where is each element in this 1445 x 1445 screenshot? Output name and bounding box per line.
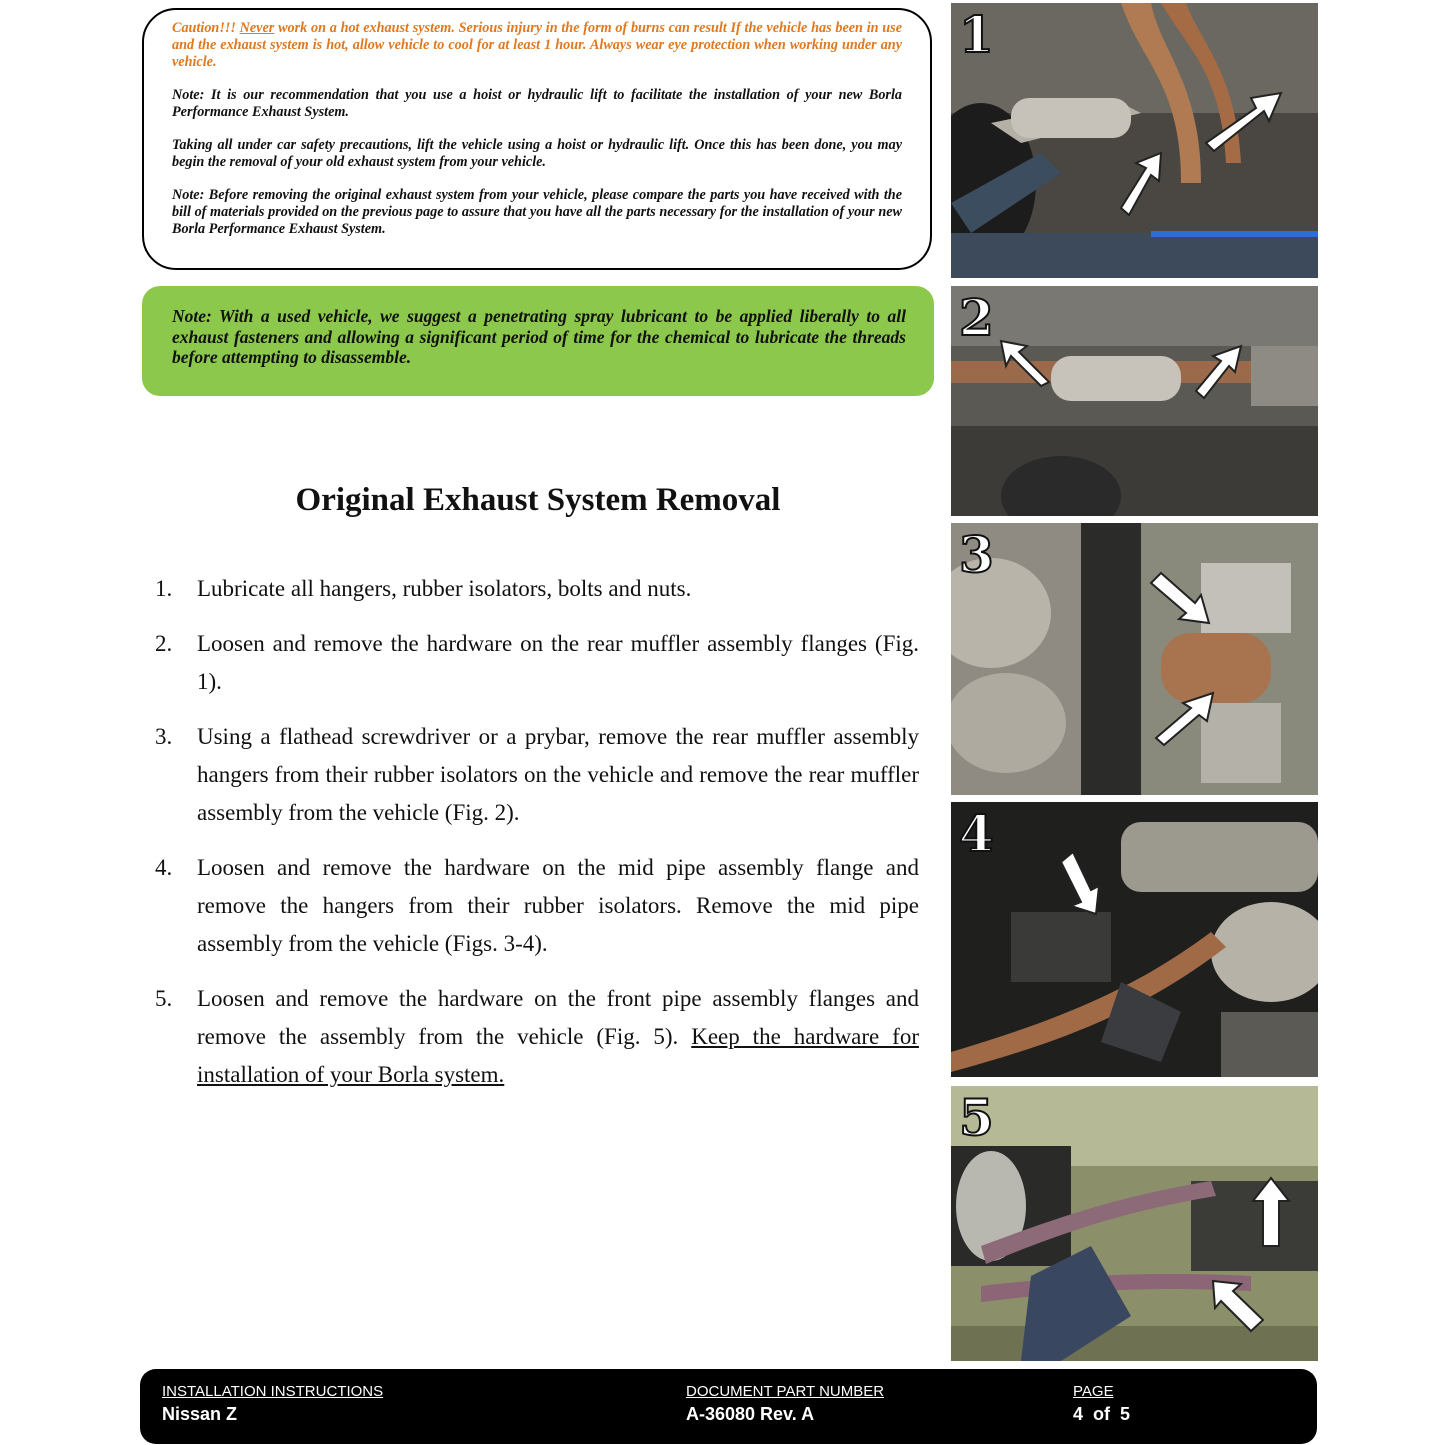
removal-steps (155, 570, 919, 1111)
figure-1-illustration (951, 3, 1318, 278)
figure-number: 1 (959, 5, 994, 64)
note-hoist: Note: It is our recommendation that you use a hoist or hydraulic lift to facilitate the installation of your new Borla Performance Exhaust System. (172, 87, 902, 120)
figure-number: 3 (959, 525, 994, 584)
section-title: Original Exhaust System Removal (295, 482, 781, 518)
doc-part-label: DOCUMENT PART NUMBER (686, 1383, 885, 1400)
step-number: 2. (155, 631, 173, 656)
step-text: Lubricate all hangers, rubber isolators, bolts and nuts. (197, 576, 692, 601)
lubricant-note: Note: With a used vehicle, we suggest a penetrating spray lubricant to be applied liberally to all exhaust fasteners and allowing a significant period of time for the chemical to lubricate the threads before attempting to disassemble. (142, 286, 934, 396)
figure-1-photo (951, 3, 1318, 278)
figure-number: 4 (959, 804, 994, 863)
step-text: Loosen and remove the hardware on the rear muffler assembly flanges (Fig. 1). (197, 631, 919, 694)
step-text: Loosen and remove the hardware on the front pipe assembly flanges and remove the assembly from the vehicle (Fig. 5). (197, 986, 919, 1049)
caution-prefix: Caution!!! (172, 20, 240, 36)
note-bill-of-materials: Note: Before removing the original exhaust system from your vehicle, please compare the parts you have received with the bill of materials provided on the previous page to assure that you have all the parts necessary for the installation of your new Borla Performance Exhaust System. (172, 187, 902, 237)
page-number: 4 of 5 (1073, 1404, 1131, 1424)
figure-number: 2 (959, 288, 994, 347)
caution-never: Never (239, 20, 275, 36)
footer-document (686, 1383, 884, 1427)
document-footer (140, 1369, 1317, 1444)
step-item (155, 980, 919, 1094)
vehicle-model: Nissan Z (162, 1404, 238, 1424)
step-item (155, 570, 919, 608)
step-item (155, 849, 919, 963)
figure-3-photo (951, 523, 1318, 795)
step-item (155, 718, 919, 832)
figure-5-photo (951, 1086, 1318, 1361)
step-item (155, 625, 919, 701)
step-number: 3. (155, 724, 173, 749)
install-label: INSTALLATION INSTRUCTIONS (162, 1383, 384, 1400)
figure-5-illustration (951, 1086, 1318, 1361)
figure-4-illustration (951, 802, 1318, 1077)
figure-2-photo (951, 286, 1318, 516)
doc-part-number: A-36080 Rev. A (686, 1404, 815, 1424)
footer-page (1073, 1383, 1130, 1427)
keep-hardware-note: Keep the hardware for installation of your Borla system. (197, 1024, 919, 1087)
footer-installation (162, 1383, 383, 1427)
safety-paragraph: Taking all under car safety precautions, lift the vehicle using a hoist or hydraulic lift. Once this has been done, you may begin the removal of your old exhaust system from your vehicle. (172, 137, 902, 170)
caution-box (142, 8, 932, 270)
step-text: Loosen and remove the hardware on the mid pipe assembly flange and remove the hangers from their rubber isolators. Remove the mid pipe assembly from the vehicle (Figs. 3-4). (197, 855, 919, 956)
step-number: 4. (155, 855, 173, 880)
figure-2-illustration (951, 286, 1318, 516)
step-text: Using a flathead screwdriver or a prybar, remove the rear muffler assembly hangers from their rubber isolators on the vehicle and remove the rear muffler assembly from the vehicle (Fig. 2). (197, 724, 919, 825)
figure-4-photo (951, 802, 1318, 1077)
page-label: PAGE (1073, 1383, 1114, 1400)
step-number: 5. (155, 986, 173, 1011)
figure-3-illustration (951, 523, 1318, 795)
figure-number: 5 (959, 1088, 994, 1147)
caution-paragraph (172, 20, 902, 71)
step-number: 1. (155, 576, 173, 601)
caution-text: work on a hot exhaust system. Serious injury in the form of burns can result If the vehicle has been in use and the exhaust system is hot, allow vehicle to cool for at least 1 hour. Always wear eye protection when working under any vehicle. (172, 20, 902, 70)
